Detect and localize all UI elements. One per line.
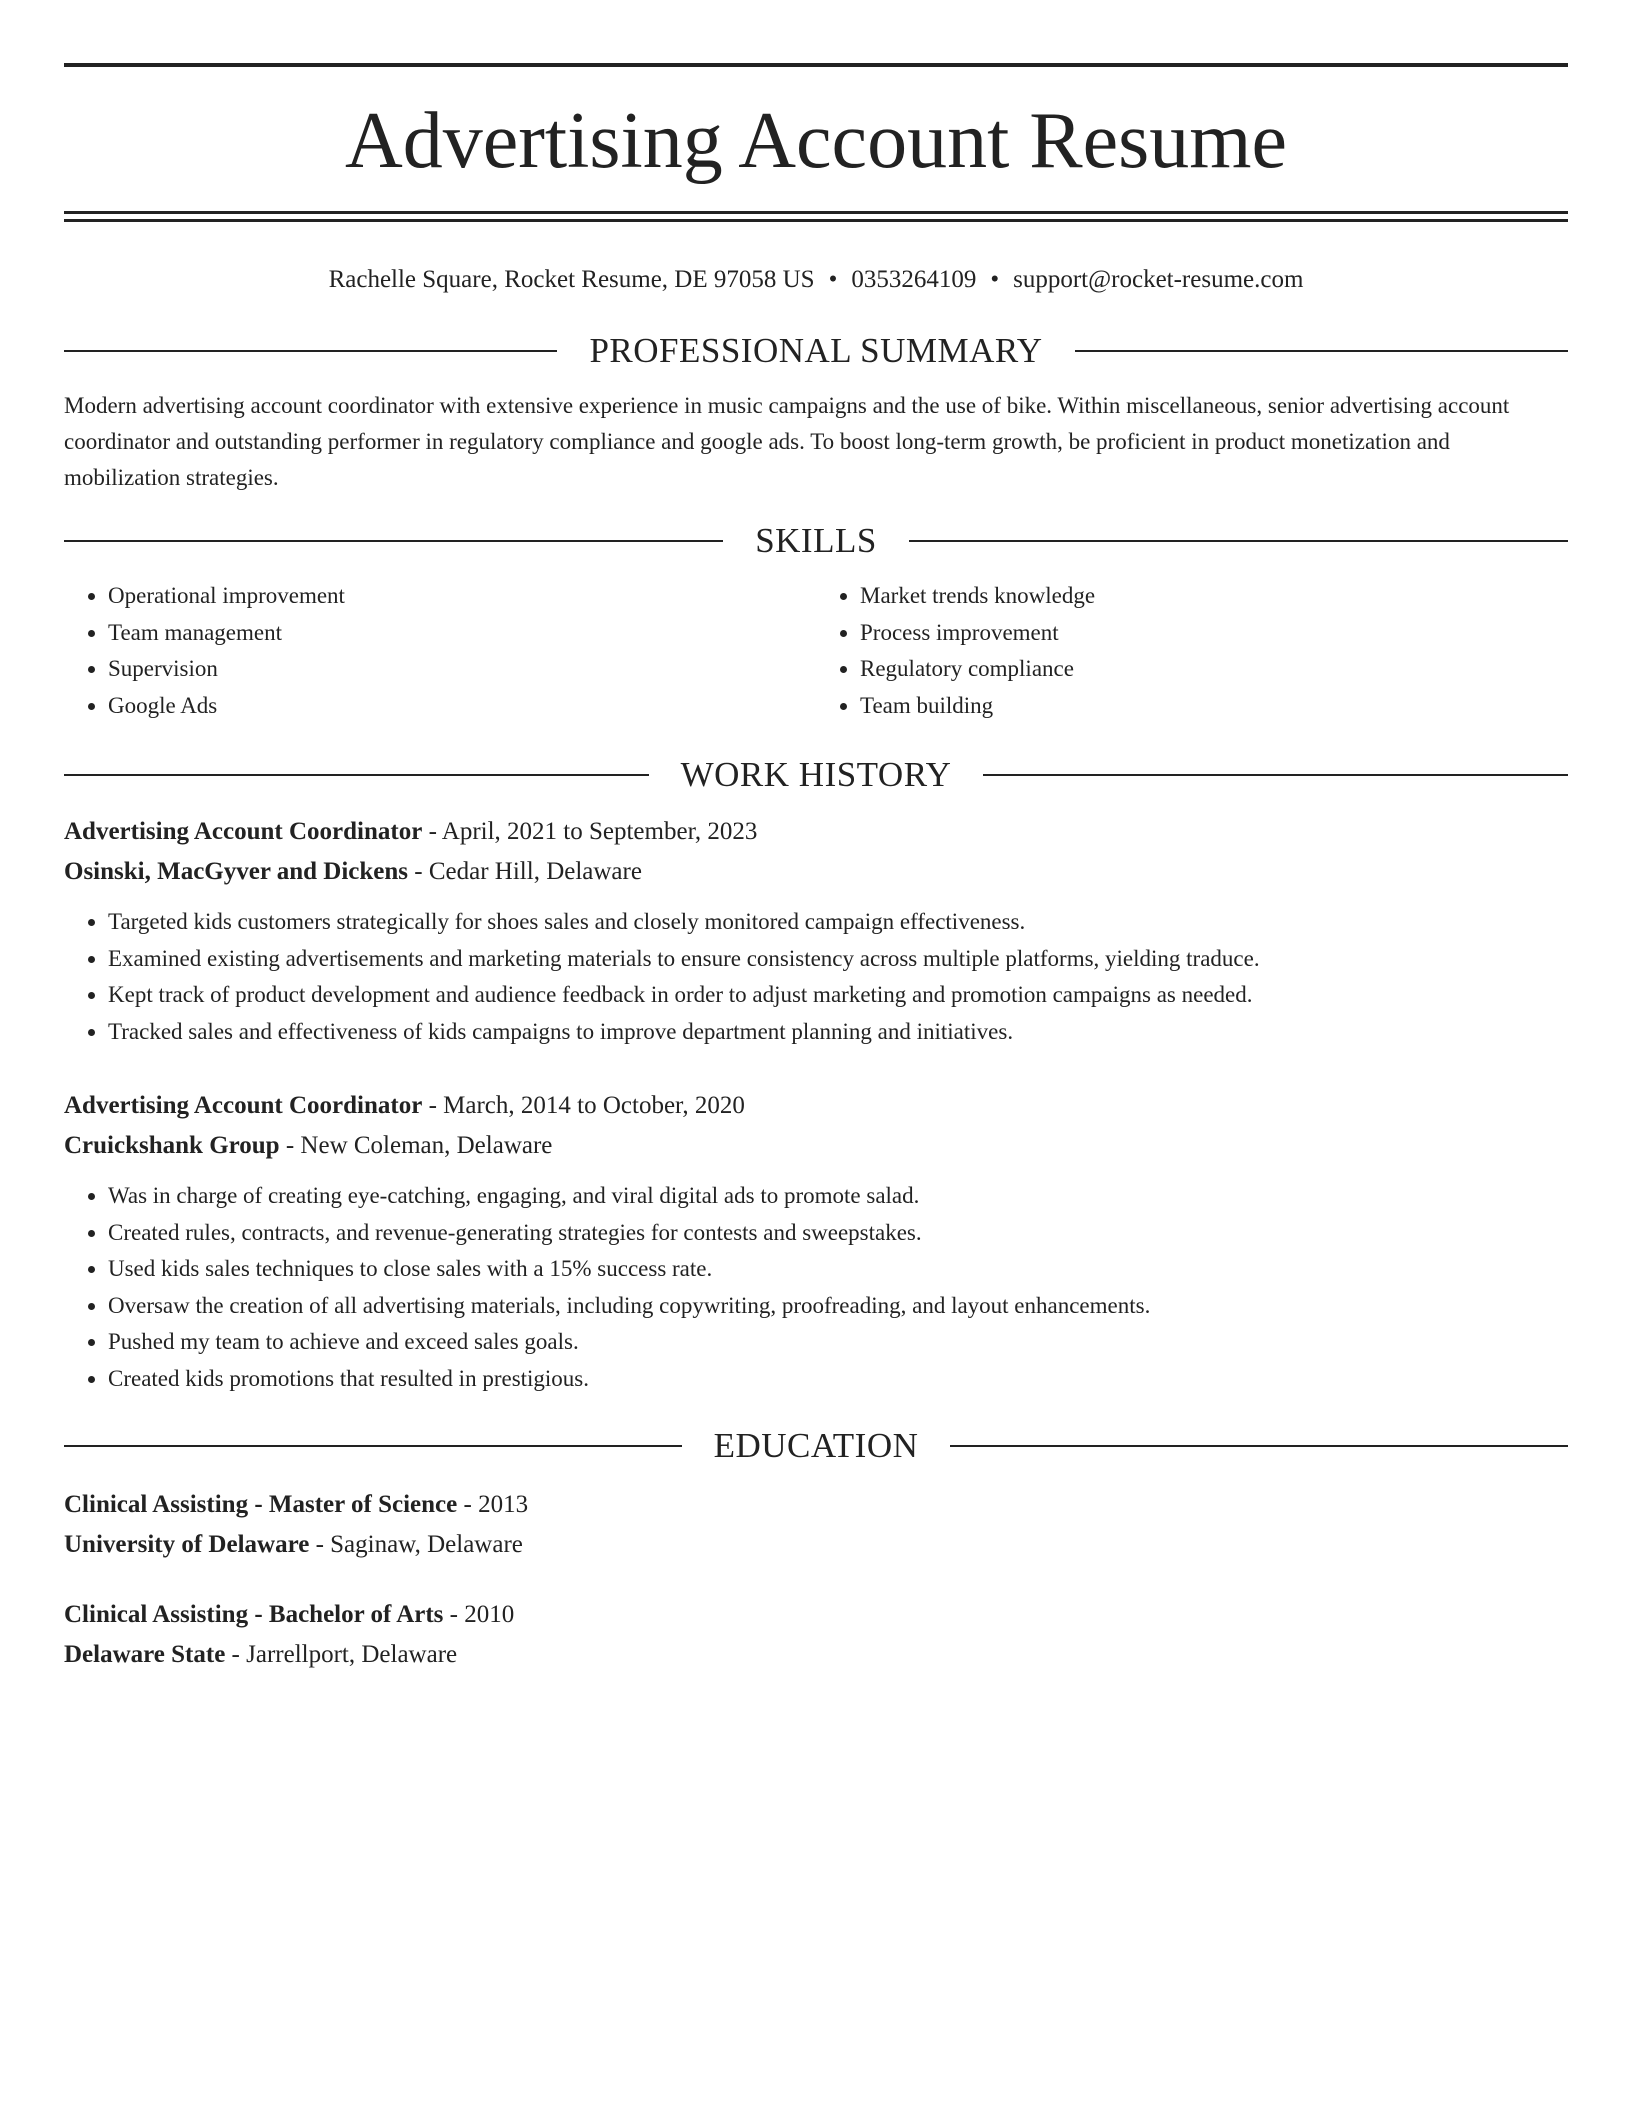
section-header-summary bbox=[64, 328, 1568, 374]
section-rule bbox=[950, 1445, 1568, 1447]
education-entry bbox=[64, 1595, 1568, 1675]
education-degree-line bbox=[64, 1595, 1568, 1635]
contact-phone: 0353264109 bbox=[851, 266, 977, 293]
summary-text: Modern advertising account coordinator with extensive experience in music campaigns and the use of bike. Within miscellaneous, senior advertising account coordinator and outstanding performer in regulatory compliance and google ads. To boost long-term growth, be proficient in product monetization and mobilization strategies. bbox=[64, 393, 1510, 490]
education-school: University of Delaware bbox=[64, 1531, 310, 1558]
skills-column-right bbox=[816, 578, 1568, 724]
title-double-rule bbox=[64, 211, 1568, 222]
job-dates: - April, 2021 to September, 2023 bbox=[422, 818, 758, 845]
contact-separator: • bbox=[990, 266, 1000, 293]
education-school-line bbox=[64, 1525, 1568, 1565]
education-year: - 2010 bbox=[443, 1601, 515, 1628]
top-rule bbox=[64, 63, 1568, 67]
job-bullet: • Created kids promotions that resulted in prestigious. bbox=[108, 1361, 1568, 1398]
skill-item: • Supervision bbox=[108, 651, 816, 688]
skill-item: • Operational improvement bbox=[108, 578, 816, 615]
job-entry bbox=[64, 1086, 1568, 1397]
job-bullet: • Examined existing advertisements and marketing materials to ensure consistency across multiple platforms, yielding traduce. bbox=[108, 941, 1568, 978]
section-rule bbox=[64, 1445, 682, 1447]
section-title-summary: PROFESSIONAL SUMMARY bbox=[589, 331, 1043, 370]
job-company-line bbox=[64, 1126, 1568, 1166]
contact-separator: • bbox=[828, 266, 838, 293]
section-title-education: EDUCATION bbox=[713, 1426, 919, 1465]
education-school-line bbox=[64, 1635, 1568, 1675]
job-company-line bbox=[64, 852, 1568, 892]
section-header-work bbox=[64, 752, 1568, 798]
section-title-work: WORK HISTORY bbox=[680, 755, 952, 794]
section-header-education bbox=[64, 1423, 1568, 1469]
contact-email: support@rocket-resume.com bbox=[1013, 266, 1304, 293]
job-title: Advertising Account Coordinator bbox=[64, 1092, 423, 1119]
section-rule bbox=[64, 350, 557, 352]
job-title: Advertising Account Coordinator bbox=[64, 818, 423, 845]
skill-item: • Team management bbox=[108, 615, 816, 652]
job-bullet: • Targeted kids customers strategically for shoes sales and closely monitored campaign effectiveness. bbox=[108, 904, 1568, 941]
job-bullet: • Kept track of product development and audience feedback in order to adjust marketing and promotion campaigns as needed. bbox=[108, 977, 1568, 1014]
section-rule bbox=[1075, 350, 1568, 352]
skill-item: • Google Ads bbox=[108, 688, 816, 725]
education-school: Delaware State bbox=[64, 1641, 226, 1668]
job-title-line bbox=[64, 812, 1568, 852]
education-degree: Clinical Assisting - Bachelor of Arts bbox=[64, 1601, 444, 1628]
section-header-skills bbox=[64, 518, 1568, 564]
job-bullets bbox=[64, 1178, 1568, 1397]
contact-line bbox=[64, 260, 1568, 300]
section-rule bbox=[909, 540, 1568, 542]
section-rule bbox=[983, 774, 1568, 776]
education-year: - 2013 bbox=[457, 1491, 529, 1518]
skills-list bbox=[64, 578, 1568, 724]
education-degree: Clinical Assisting - Master of Science bbox=[64, 1491, 458, 1518]
job-company: Cruickshank Group bbox=[64, 1132, 280, 1159]
job-bullet: • Tracked sales and effectiveness of kids campaigns to improve department planning and initiatives. bbox=[108, 1014, 1568, 1051]
skill-item: • Market trends knowledge bbox=[860, 578, 1568, 615]
job-bullet: • Pushed my team to achieve and exceed sales goals. bbox=[108, 1324, 1568, 1361]
skill-item: • Regulatory compliance bbox=[860, 651, 1568, 688]
skills-column-left bbox=[64, 578, 816, 724]
job-bullet: • Was in charge of creating eye-catching, engaging, and viral digital ads to promote salad. bbox=[108, 1178, 1568, 1215]
education-entry bbox=[64, 1485, 1568, 1565]
skill-item: • Process improvement bbox=[860, 615, 1568, 652]
job-location: - Cedar Hill, Delaware bbox=[408, 858, 642, 885]
section-title-skills: SKILLS bbox=[755, 521, 877, 560]
job-dates: - March, 2014 to October, 2020 bbox=[422, 1092, 745, 1119]
job-bullets bbox=[64, 904, 1568, 1050]
education-location: - Saginaw, Delaware bbox=[309, 1531, 523, 1558]
skill-item: • Team building bbox=[860, 688, 1568, 725]
education-location: - Jarrellport, Delaware bbox=[225, 1641, 458, 1668]
job-bullet: • Oversaw the creation of all advertising materials, including copywriting, proofreading, and layout enhancements. bbox=[108, 1288, 1568, 1325]
job-title-line bbox=[64, 1086, 1568, 1126]
section-rule bbox=[64, 774, 649, 776]
resume-page bbox=[64, 0, 1568, 1675]
job-bullet: • Used kids sales techniques to close sales with a 15% success rate. bbox=[108, 1251, 1568, 1288]
job-location: - New Coleman, Delaware bbox=[279, 1132, 553, 1159]
job-bullet: • Created rules, contracts, and revenue-generating strategies for contests and sweepstakes. bbox=[108, 1215, 1568, 1252]
job-company: Osinski, MacGyver and Dickens bbox=[64, 858, 409, 885]
contact-address: Rachelle Square, Rocket Resume, DE 97058 US bbox=[328, 266, 815, 293]
job-entry bbox=[64, 812, 1568, 1050]
section-rule bbox=[64, 540, 723, 542]
education-degree-line bbox=[64, 1485, 1568, 1525]
resume-title: Advertising Account Resume bbox=[344, 97, 1288, 185]
